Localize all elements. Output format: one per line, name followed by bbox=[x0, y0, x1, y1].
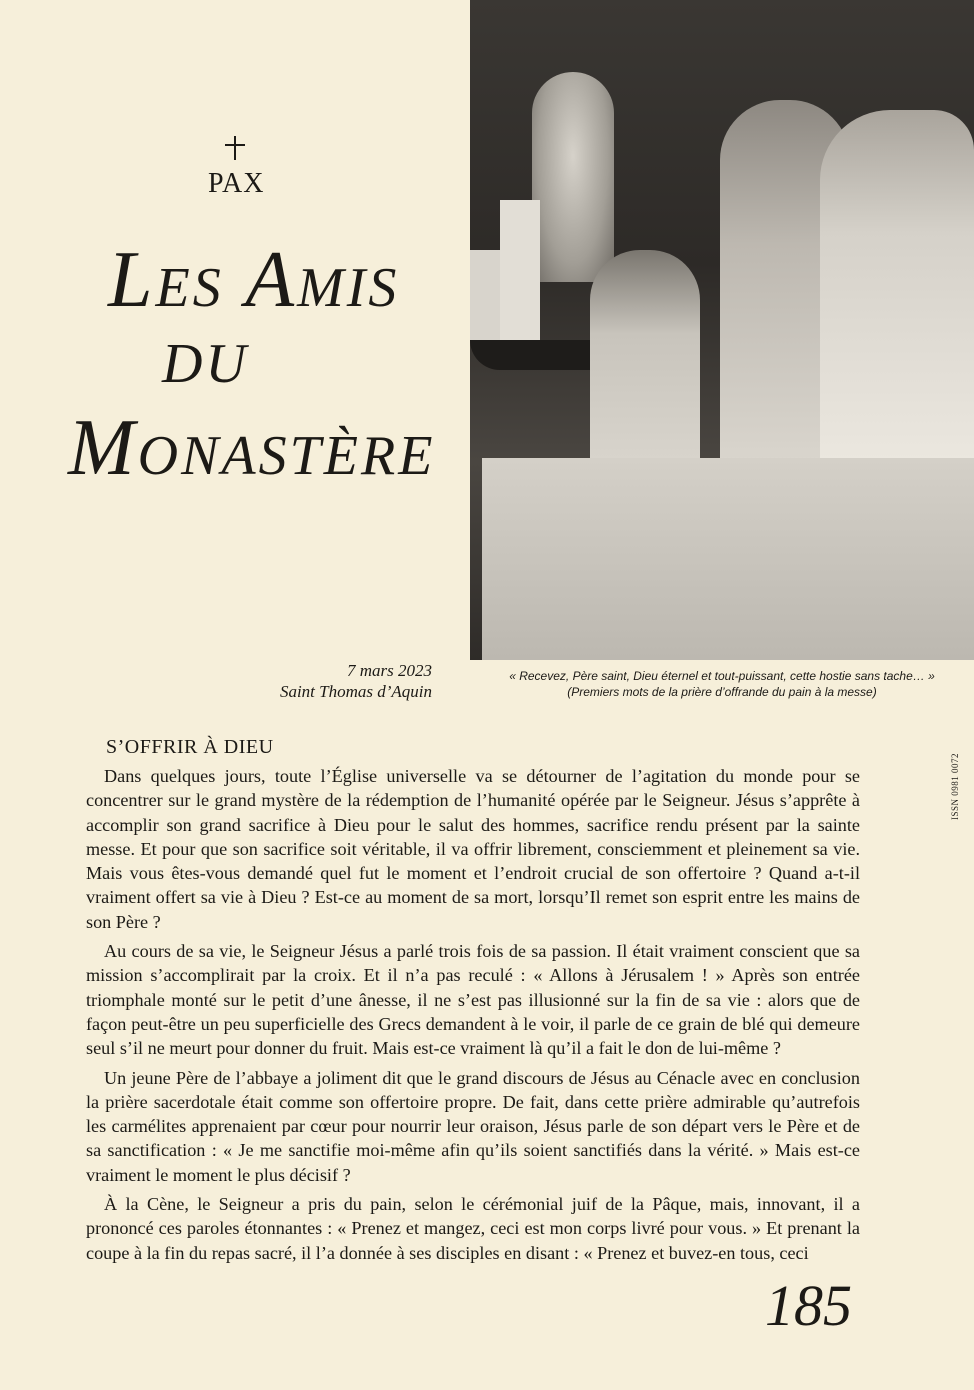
paragraph: À la Cène, le Seigneur a pris du pain, selon le cérémonial juif de la Pâque, mais, innovant, il a prononcé ces paroles étonnantes : « Prenez et mangez, ceci est mon corps livré pour vous. » Et prenant la coupe à la fin du repas sacré, il l’a donnée à ses disciples en disant : « Prenez et buvez-en tous, ceci bbox=[86, 1194, 860, 1263]
feast-line: Saint Thomas d’Aquin bbox=[279, 682, 432, 701]
caption-note: (Premiers mots de la prière d’offrande du pain à la messe) bbox=[567, 685, 877, 699]
candle bbox=[500, 200, 540, 340]
issn-code bbox=[950, 730, 962, 820]
pax-label: PAX bbox=[208, 168, 265, 199]
church-window bbox=[532, 72, 614, 282]
article-heading: S’OFFRIR À DIEU bbox=[106, 736, 274, 758]
celebrant-figure bbox=[820, 110, 974, 460]
issn-text: ISSN 0981 0072 bbox=[950, 752, 960, 820]
page-number: 185 bbox=[765, 1273, 852, 1338]
photo-caption bbox=[470, 668, 974, 700]
masthead-title-line-1: Les Amis bbox=[108, 236, 400, 324]
paragraph: Au cours de sa vie, le Seigneur Jésus a parlé trois fois de sa passion. Il était vraiment conscient que sa mission s’accomplirait par la croix. Et il n’a pas reculé : « Allons à Jérusalem ! » Après son entrée triomphale monté sur le petit d’une ânesse, il ne s’est pas illusionné sur la fin de sa vie : alors que de façon peut-être un peu superficielle des Grecs demandent à le voir, il parle de ce grain de blé qui demeure seul s’il ne meurt pour donner du fruit. Mais est-ce vraiment là qu’il a fait le don de lui-même ? bbox=[86, 941, 860, 1059]
acolyte-figure bbox=[590, 250, 700, 460]
paragraph: Dans quelques jours, toute l’Église universelle va se détourner de l’agitation du monde pour se concentrer sur le grand mystère de la rédemption de l’humanité opérée par le Seigneur. Jésus s’apprête à accomplir son grand sacrifice à Dieu pour le salut des hommes, sacrifice rendu présent par la sainte messe. Et pour que son sacrifice soit véritable, il va offrir librement, consciemment et pleinement sa vie. Mais vous êtes-vous demandé quel fut le moment et l’endroit crucial de son offertoire ? Quand a-t-il vraiment offert sa vie à Dieu ? Est-ce au moment de sa mort, lorsqu’Il remet son esprit entre les mains de son Père ? bbox=[86, 766, 860, 932]
mass-photo bbox=[470, 0, 974, 660]
masthead-title-line-3: Monastère bbox=[68, 404, 436, 492]
altar bbox=[482, 458, 974, 660]
paragraph: Un jeune Père de l’abbaye a joliment dit que le grand discours de Jésus au Cénacle avec en conclusion la prière sacerdotale était comme son offertoire propre. De fait, dans cette prière admirable qu’autrefois les carmélites apprenaient par cœur pour nourrir leur oraison, Jésus parle de son départ vers le Père et de sa sanctification : « Je me sanctifie moi-même afin qu’ils soient sanctifiés dans la vérité. » Mais est-ce vraiment le moment le plus décisif ? bbox=[86, 1067, 860, 1185]
article-body bbox=[86, 764, 860, 1270]
candle bbox=[470, 250, 500, 340]
caption-quote: « Recevez, Père saint, Dieu éternel et tout-puissant, cette hostie sans tache… » bbox=[509, 669, 935, 683]
issue-date bbox=[280, 660, 432, 702]
masthead-title-line-2: du bbox=[162, 312, 249, 400]
date-line: 7 mars 2023 bbox=[346, 661, 432, 680]
cross-icon bbox=[225, 136, 245, 160]
